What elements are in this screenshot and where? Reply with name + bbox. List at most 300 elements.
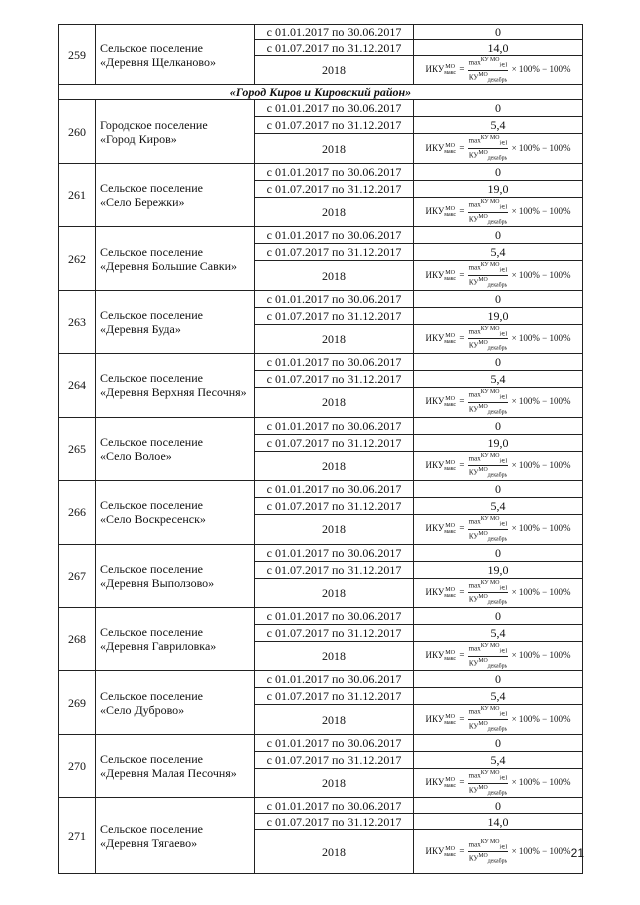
settlement-title: «Деревня Буда»	[100, 321, 181, 336]
formula-den-text: КУ	[468, 785, 479, 794]
formula-denominator	[468, 339, 509, 353]
formula-den-sub: декабрь	[487, 858, 508, 865]
value-second-half: 14,0	[414, 40, 583, 56]
formula-numerator	[468, 515, 509, 530]
table-row	[59, 481, 583, 498]
formula-numerator	[468, 452, 509, 467]
formula-lhs-sup: МО	[445, 269, 455, 276]
value-first-half: 0	[414, 481, 583, 498]
formula: ИКУ МО макс = $\frac{\max^{КУ МО}_{i\in I}}{КУ^{МО}_{декабрь}}$ × 100% − 100%	[425, 262, 571, 289]
period-first-half: с 01.01.2017 по 30.06.2017	[255, 100, 414, 117]
formula-num-sup: КУ МО	[480, 325, 500, 332]
row-number: 269	[59, 671, 96, 734]
formula-denominator	[468, 720, 509, 734]
formula-den-sup: МО	[478, 594, 488, 601]
period-second-half: с 01.07.2017 по 31.12.2017	[255, 751, 414, 768]
formula-denominator	[468, 149, 509, 163]
formula-numerator	[468, 56, 509, 71]
formula-num-sub: i∈I	[499, 62, 508, 69]
settlement-name	[96, 671, 255, 734]
formula-num-text: max	[468, 644, 481, 653]
year-cell: 2018	[255, 451, 414, 480]
value-second-half: 5,4	[414, 624, 583, 641]
period-second-half: с 01.07.2017 по 31.12.2017	[255, 624, 414, 641]
value-first-half: 0	[414, 607, 583, 624]
formula-denominator	[468, 784, 509, 798]
formula-num-text: max	[468, 136, 481, 145]
formula-den-sub: декабрь	[487, 726, 508, 733]
year-cell: 2018	[255, 324, 414, 353]
formula-cell	[414, 515, 583, 544]
formula-lhs-sup: МО	[445, 64, 455, 71]
formula-num-sub: i∈I	[499, 521, 508, 528]
settlement-type: Сельское поселение	[100, 40, 203, 55]
table-row	[59, 798, 583, 814]
formula-denominator	[468, 593, 509, 607]
formula-lhs-sub: макс	[444, 275, 457, 282]
table-row	[59, 290, 583, 307]
period-second-half: с 01.07.2017 по 31.12.2017	[255, 814, 414, 830]
year-cell: 2018	[255, 197, 414, 226]
period-second-half: с 01.07.2017 по 31.12.2017	[255, 688, 414, 705]
row-number: 259	[59, 25, 96, 85]
settlement-name	[96, 607, 255, 670]
formula-num-sup: КУ МО	[480, 135, 500, 142]
formula-lhs: ИКУ	[425, 777, 445, 788]
formula-lhs-sup: МО	[445, 845, 455, 852]
formula: ИКУ МО макс = $\frac{\max^{КУ МО}_{i\in I}}{КУ^{МО}_{декабрь}}$ × 100% − 100%	[425, 769, 571, 797]
formula-lhs-indices	[444, 270, 456, 282]
formula-num-sup: КУ МО	[480, 198, 500, 205]
formula-den-text: КУ	[468, 532, 479, 541]
formula-num-text: max	[468, 517, 481, 526]
formula-lhs-indices	[444, 396, 456, 408]
formula: ИКУ МО макс = $\frac{\max^{КУ МО}_{i\in I}}{КУ^{МО}_{декабрь}}$ × 100% − 100%	[425, 579, 571, 606]
formula-den-text: КУ	[468, 854, 479, 863]
period-first-half: с 01.01.2017 по 30.06.2017	[255, 544, 414, 561]
settlement-type: Сельское поселение	[100, 434, 203, 449]
formula-numerator	[468, 838, 509, 853]
formula-lhs-sup: МО	[445, 206, 455, 213]
formula-num-sub: i∈I	[499, 844, 508, 851]
row-number: 260	[59, 100, 96, 163]
formula-lhs-indices	[444, 523, 456, 535]
formula-lhs-indices	[444, 206, 456, 218]
formula-lhs-sup: МО	[445, 396, 455, 403]
formula-lhs-sup: МО	[445, 523, 455, 530]
formula-tail: × 100% − 100%	[511, 586, 571, 597]
table-row	[59, 354, 583, 371]
formula-den-text: КУ	[468, 658, 479, 667]
period-first-half: с 01.01.2017 по 30.06.2017	[255, 290, 414, 307]
value-second-half: 14,0	[414, 814, 583, 830]
formula-fraction	[468, 134, 509, 162]
formula-lhs-sub: макс	[444, 70, 457, 77]
period-second-half: с 01.07.2017 по 31.12.2017	[255, 40, 414, 56]
formula-lhs-sup: МО	[445, 650, 455, 657]
formula-fraction	[468, 579, 509, 607]
formula-lhs-indices	[444, 777, 456, 789]
formula-denominator	[468, 276, 509, 290]
formula-cell	[414, 324, 583, 353]
formula-num-text: max	[468, 263, 481, 272]
formula-tail: × 100% − 100%	[511, 650, 571, 661]
formula-tail: × 100% − 100%	[511, 142, 571, 153]
formula: ИКУ МО макс = $\frac{\max^{КУ МО}_{i\in I}}{КУ^{МО}_{декабрь}}$ × 100% − 100%	[425, 325, 571, 353]
period-first-half: с 01.01.2017 по 30.06.2017	[255, 607, 414, 624]
period-first-half: с 01.01.2017 по 30.06.2017	[255, 671, 414, 688]
year-cell: 2018	[255, 56, 414, 85]
formula-numerator	[468, 388, 509, 403]
formula-cell	[414, 830, 583, 874]
formula: ИКУ МО макс = $\frac{\max^{КУ МО}_{i\in I}}{КУ^{МО}_{декабрь}}$ × 100% − 100%	[425, 838, 571, 865]
formula-den-sub: декабрь	[487, 790, 508, 797]
period-first-half: с 01.01.2017 по 30.06.2017	[255, 734, 414, 751]
year-cell: 2018	[255, 768, 414, 797]
settlement-type: Сельское поселение	[100, 821, 203, 836]
period-first-half: с 01.01.2017 по 30.06.2017	[255, 417, 414, 434]
formula-lhs: ИКУ	[425, 333, 445, 344]
formula-num-sub: i∈I	[499, 712, 508, 719]
formula-num-sub: i∈I	[499, 394, 508, 401]
formula-fraction	[468, 198, 509, 226]
period-first-half: с 01.01.2017 по 30.06.2017	[255, 354, 414, 371]
formula-num-text: max	[468, 707, 481, 716]
formula-denominator	[468, 657, 509, 671]
formula-lhs-sup: МО	[445, 713, 455, 720]
formula: ИКУ МО макс = $\frac{\max^{КУ МО}_{i\in I}}{КУ^{МО}_{декабрь}}$ × 100% − 100%	[425, 516, 571, 543]
formula-num-sup: КУ МО	[480, 57, 500, 63]
formula-num-text: max	[468, 839, 481, 848]
formula-lhs-indices	[444, 846, 456, 858]
formula-num-sub: i∈I	[499, 775, 508, 782]
formula-numerator	[468, 579, 509, 594]
formula-den-sub: декабрь	[487, 599, 508, 606]
formula-lhs: ИКУ	[425, 650, 445, 661]
formula: ИКУ МО макс = $\frac{\max^{КУ МО}_{i\in I}}{КУ^{МО}_{декабрь}}$ × 100% − 100%	[425, 198, 571, 226]
region-header-row	[59, 85, 583, 100]
formula-lhs: ИКУ	[425, 586, 445, 597]
settlement-name	[96, 25, 255, 85]
formula-den-text: КУ	[468, 341, 479, 350]
formula-lhs: ИКУ	[425, 64, 445, 75]
formula-num-sub: i∈I	[499, 204, 508, 211]
formula-num-sup: КУ МО	[480, 642, 500, 649]
formula-fraction	[468, 769, 509, 797]
value-first-half: 0	[414, 354, 583, 371]
formula-lhs-sub: макс	[444, 212, 457, 219]
formula-lhs: ИКУ	[425, 206, 445, 217]
settlement-type: Сельское поселение	[100, 625, 203, 640]
row-number: 263	[59, 290, 96, 353]
formula-den-sup: МО	[478, 403, 488, 410]
row-number: 265	[59, 417, 96, 480]
page-number: 21	[570, 846, 584, 860]
formula-cell	[414, 705, 583, 734]
formula-denominator	[468, 213, 509, 227]
settlement-title: «Село Воскресенск»	[100, 512, 206, 527]
settlement-type: Сельское поселение	[100, 561, 203, 576]
formula-num-sup: КУ МО	[480, 452, 500, 459]
formula-den-sub: декабрь	[487, 473, 508, 480]
settlement-name	[96, 100, 255, 163]
formula: ИКУ МО макс = $\frac{\max^{КУ МО}_{i\in I}}{КУ^{МО}_{декабрь}}$ × 100% − 100%	[425, 642, 571, 670]
formula-tail: × 100% − 100%	[511, 459, 571, 470]
row-number: 264	[59, 354, 96, 417]
period-second-half: с 01.07.2017 по 31.12.2017	[255, 180, 414, 197]
formula-fraction	[468, 642, 509, 670]
tariff-table	[58, 24, 583, 874]
year-cell: 2018	[255, 705, 414, 734]
formula-num-text: max	[468, 327, 481, 336]
formula-num-text: max	[468, 390, 481, 399]
formula-lhs-sup: МО	[445, 332, 455, 339]
formula-num-sup: КУ МО	[480, 769, 500, 776]
formula-lhs: ИКУ	[425, 396, 445, 407]
formula-fraction	[468, 261, 509, 289]
formula-lhs: ИКУ	[425, 713, 445, 724]
formula-num-text: max	[468, 580, 481, 589]
formula-den-sup: МО	[478, 721, 488, 728]
period-first-half: с 01.01.2017 по 30.06.2017	[255, 163, 414, 180]
value-first-half: 0	[414, 100, 583, 117]
formula-numerator	[468, 261, 509, 276]
formula-lhs-indices	[444, 714, 456, 726]
formula: ИКУ МО макс = $\frac{\max^{КУ МО}_{i\in I}}{КУ^{МО}_{декабрь}}$ × 100% − 100%	[425, 452, 571, 480]
formula-num-text: max	[468, 771, 481, 780]
year-cell: 2018	[255, 578, 414, 607]
year-cell: 2018	[255, 134, 414, 163]
formula-tail: × 100% − 100%	[511, 713, 571, 724]
formula-den-text: КУ	[468, 405, 479, 414]
formula-num-sub: i∈I	[499, 585, 508, 592]
formula-fraction	[468, 388, 509, 416]
formula-cell	[414, 56, 583, 85]
year-cell: 2018	[255, 830, 414, 874]
formula-lhs-indices	[444, 650, 456, 662]
value-first-half: 0	[414, 163, 583, 180]
value-first-half: 0	[414, 671, 583, 688]
settlement-name	[96, 417, 255, 480]
settlement-name	[96, 544, 255, 607]
formula-lhs: ИКУ	[425, 269, 445, 280]
formula-lhs-sup: МО	[445, 777, 455, 784]
formula-lhs-sup: МО	[445, 586, 455, 593]
formula-fraction	[468, 56, 509, 84]
settlement-title: «Деревня Гавриловка»	[100, 639, 217, 654]
formula-den-sub: декабрь	[487, 663, 508, 670]
formula-cell	[414, 388, 583, 417]
formula-num-sub: i∈I	[499, 458, 508, 465]
formula-numerator	[468, 769, 509, 784]
settlement-type: Сельское поселение	[100, 307, 203, 322]
formula-num-sup: КУ МО	[480, 706, 500, 713]
settlement-title: «Город Киров»	[100, 131, 177, 146]
formula-tail: × 100% − 100%	[511, 206, 571, 217]
table-row	[59, 607, 583, 624]
period-second-half: с 01.07.2017 по 31.12.2017	[255, 498, 414, 515]
table-row	[59, 227, 583, 244]
settlement-type: Сельское поселение	[100, 181, 203, 196]
formula-numerator	[468, 134, 509, 149]
formula-numerator	[468, 705, 509, 720]
value-second-half: 5,4	[414, 498, 583, 515]
value-first-half: 0	[414, 417, 583, 434]
formula-denominator	[468, 403, 509, 417]
table-row	[59, 100, 583, 117]
value-second-half: 19,0	[414, 307, 583, 324]
formula-fraction	[468, 705, 509, 733]
formula-cell	[414, 641, 583, 670]
settlement-type: Сельское поселение	[100, 244, 203, 259]
value-first-half: 0	[414, 25, 583, 40]
formula-lhs-indices	[444, 143, 456, 155]
value-first-half: 0	[414, 290, 583, 307]
value-second-half: 5,4	[414, 117, 583, 134]
settlement-name	[96, 354, 255, 417]
settlement-title: «Село Дуброво»	[100, 702, 185, 717]
formula-num-sub: i∈I	[499, 331, 508, 338]
formula-lhs-sub: макс	[444, 851, 457, 858]
year-cell: 2018	[255, 515, 414, 544]
formula-den-text: КУ	[468, 151, 479, 160]
formula-den-sup: МО	[478, 150, 488, 157]
period-first-half: с 01.01.2017 по 30.06.2017	[255, 798, 414, 814]
formula-num-sup: КУ МО	[480, 838, 500, 845]
formula-lhs-sub: макс	[444, 656, 457, 663]
formula-num-sub: i∈I	[499, 648, 508, 655]
period-second-half: с 01.07.2017 по 31.12.2017	[255, 434, 414, 451]
formula-lhs-sub: макс	[444, 465, 457, 472]
year-cell: 2018	[255, 261, 414, 290]
formula-den-sup: МО	[478, 213, 488, 220]
formula-num-text: max	[468, 453, 481, 462]
formula-den-sup: МО	[478, 467, 488, 474]
formula: ИКУ МО макс = $\frac{\max^{КУ МО}_{i\in I}}{КУ^{МО}_{декабрь}}$ × 100% − 100%	[425, 706, 571, 733]
formula-denominator	[468, 466, 509, 480]
formula-num-sup: КУ МО	[480, 516, 500, 523]
formula-den-text: КУ	[468, 214, 479, 223]
formula-numerator	[468, 325, 509, 340]
period-first-half: с 01.01.2017 по 30.06.2017	[255, 227, 414, 244]
value-first-half: 0	[414, 227, 583, 244]
formula-den-sup: МО	[478, 277, 488, 284]
table-body	[59, 25, 583, 874]
formula-lhs-indices	[444, 64, 456, 76]
value-first-half: 0	[414, 798, 583, 814]
formula-lhs-sub: макс	[444, 592, 457, 599]
row-number: 266	[59, 481, 96, 544]
formula: ИКУ МО макс = $\frac{\max^{КУ МО}_{i\in I}}{КУ^{МО}_{декабрь}}$ × 100% − 100%	[425, 57, 571, 84]
formula-den-sup: МО	[478, 71, 488, 78]
formula-tail: × 100% − 100%	[511, 777, 571, 788]
formula-lhs-sup: МО	[445, 142, 455, 149]
row-number: 270	[59, 734, 96, 797]
formula-lhs-sup: МО	[445, 459, 455, 466]
settlement-name	[96, 734, 255, 797]
formula-den-sub: декабрь	[487, 346, 508, 353]
settlement-title: «Деревня Большие Савки»	[100, 258, 238, 273]
formula-cell	[414, 134, 583, 163]
row-number: 261	[59, 163, 96, 226]
formula-den-sup: МО	[478, 340, 488, 347]
formula-fraction	[468, 325, 509, 353]
formula-cell	[414, 197, 583, 226]
year-cell: 2018	[255, 641, 414, 670]
formula-lhs: ИКУ	[425, 845, 445, 856]
period-first-half: с 01.01.2017 по 30.06.2017	[255, 481, 414, 498]
formula-lhs-indices	[444, 333, 456, 345]
settlement-name	[96, 481, 255, 544]
formula-den-text: КУ	[468, 73, 479, 82]
row-number: 268	[59, 607, 96, 670]
formula-denominator	[468, 530, 509, 544]
formula-lhs-sub: макс	[444, 338, 457, 345]
value-second-half: 19,0	[414, 561, 583, 578]
formula-lhs: ИКУ	[425, 523, 445, 534]
formula-num-text: max	[468, 200, 481, 209]
formula-tail: × 100% − 100%	[511, 333, 571, 344]
formula-num-sub: i∈I	[499, 141, 508, 148]
formula-den-text: КУ	[468, 595, 479, 604]
formula-tail: × 100% − 100%	[511, 523, 571, 534]
formula-lhs-sub: макс	[444, 719, 457, 726]
table-row	[59, 734, 583, 751]
formula-fraction	[468, 452, 509, 480]
formula-denominator	[468, 852, 509, 866]
settlement-type: Сельское поселение	[100, 688, 203, 703]
table-row	[59, 544, 583, 561]
row-number: 262	[59, 227, 96, 290]
formula-den-sub: декабрь	[487, 155, 508, 162]
period-second-half: с 01.07.2017 по 31.12.2017	[255, 244, 414, 261]
formula-den-text: КУ	[468, 278, 479, 287]
settlement-type: Сельское поселение	[100, 498, 203, 513]
settlement-title: «Деревня Выползово»	[100, 575, 215, 590]
table-row	[59, 671, 583, 688]
value-first-half: 0	[414, 734, 583, 751]
formula-fraction	[468, 515, 509, 543]
row-number: 267	[59, 544, 96, 607]
formula-den-text: КУ	[468, 468, 479, 477]
formula-den-sub: декабрь	[487, 219, 508, 226]
formula-den-text: КУ	[468, 722, 479, 731]
formula-cell	[414, 261, 583, 290]
settlement-title: «Село Бережки»	[100, 195, 185, 210]
settlement-title: «Деревня Малая Песочня»	[100, 766, 237, 781]
formula: ИКУ МО макс = $\frac{\max^{КУ МО}_{i\in I}}{КУ^{МО}_{декабрь}}$ × 100% − 100%	[425, 389, 571, 416]
formula-num-sup: КУ МО	[480, 579, 500, 586]
formula-cell	[414, 578, 583, 607]
settlement-title: «Село Волое»	[100, 448, 172, 463]
year-cell: 2018	[255, 388, 414, 417]
formula-cell	[414, 451, 583, 480]
settlement-title: «Деревня Тягаево»	[100, 835, 198, 850]
settlement-title: «Деревня Щелканово»	[100, 54, 216, 69]
value-first-half: 0	[414, 544, 583, 561]
value-second-half: 5,4	[414, 688, 583, 705]
formula-den-sup: МО	[478, 657, 488, 664]
period-second-half: с 01.07.2017 по 31.12.2017	[255, 561, 414, 578]
formula-cell	[414, 768, 583, 797]
settlement-name	[96, 227, 255, 290]
formula-fraction	[468, 838, 509, 866]
period-second-half: с 01.07.2017 по 31.12.2017	[255, 371, 414, 388]
table-row	[59, 163, 583, 180]
settlement-type: Сельское поселение	[100, 371, 203, 386]
region-header: «Город Киров и Кировский район»	[59, 85, 583, 100]
formula-numerator	[468, 642, 509, 657]
